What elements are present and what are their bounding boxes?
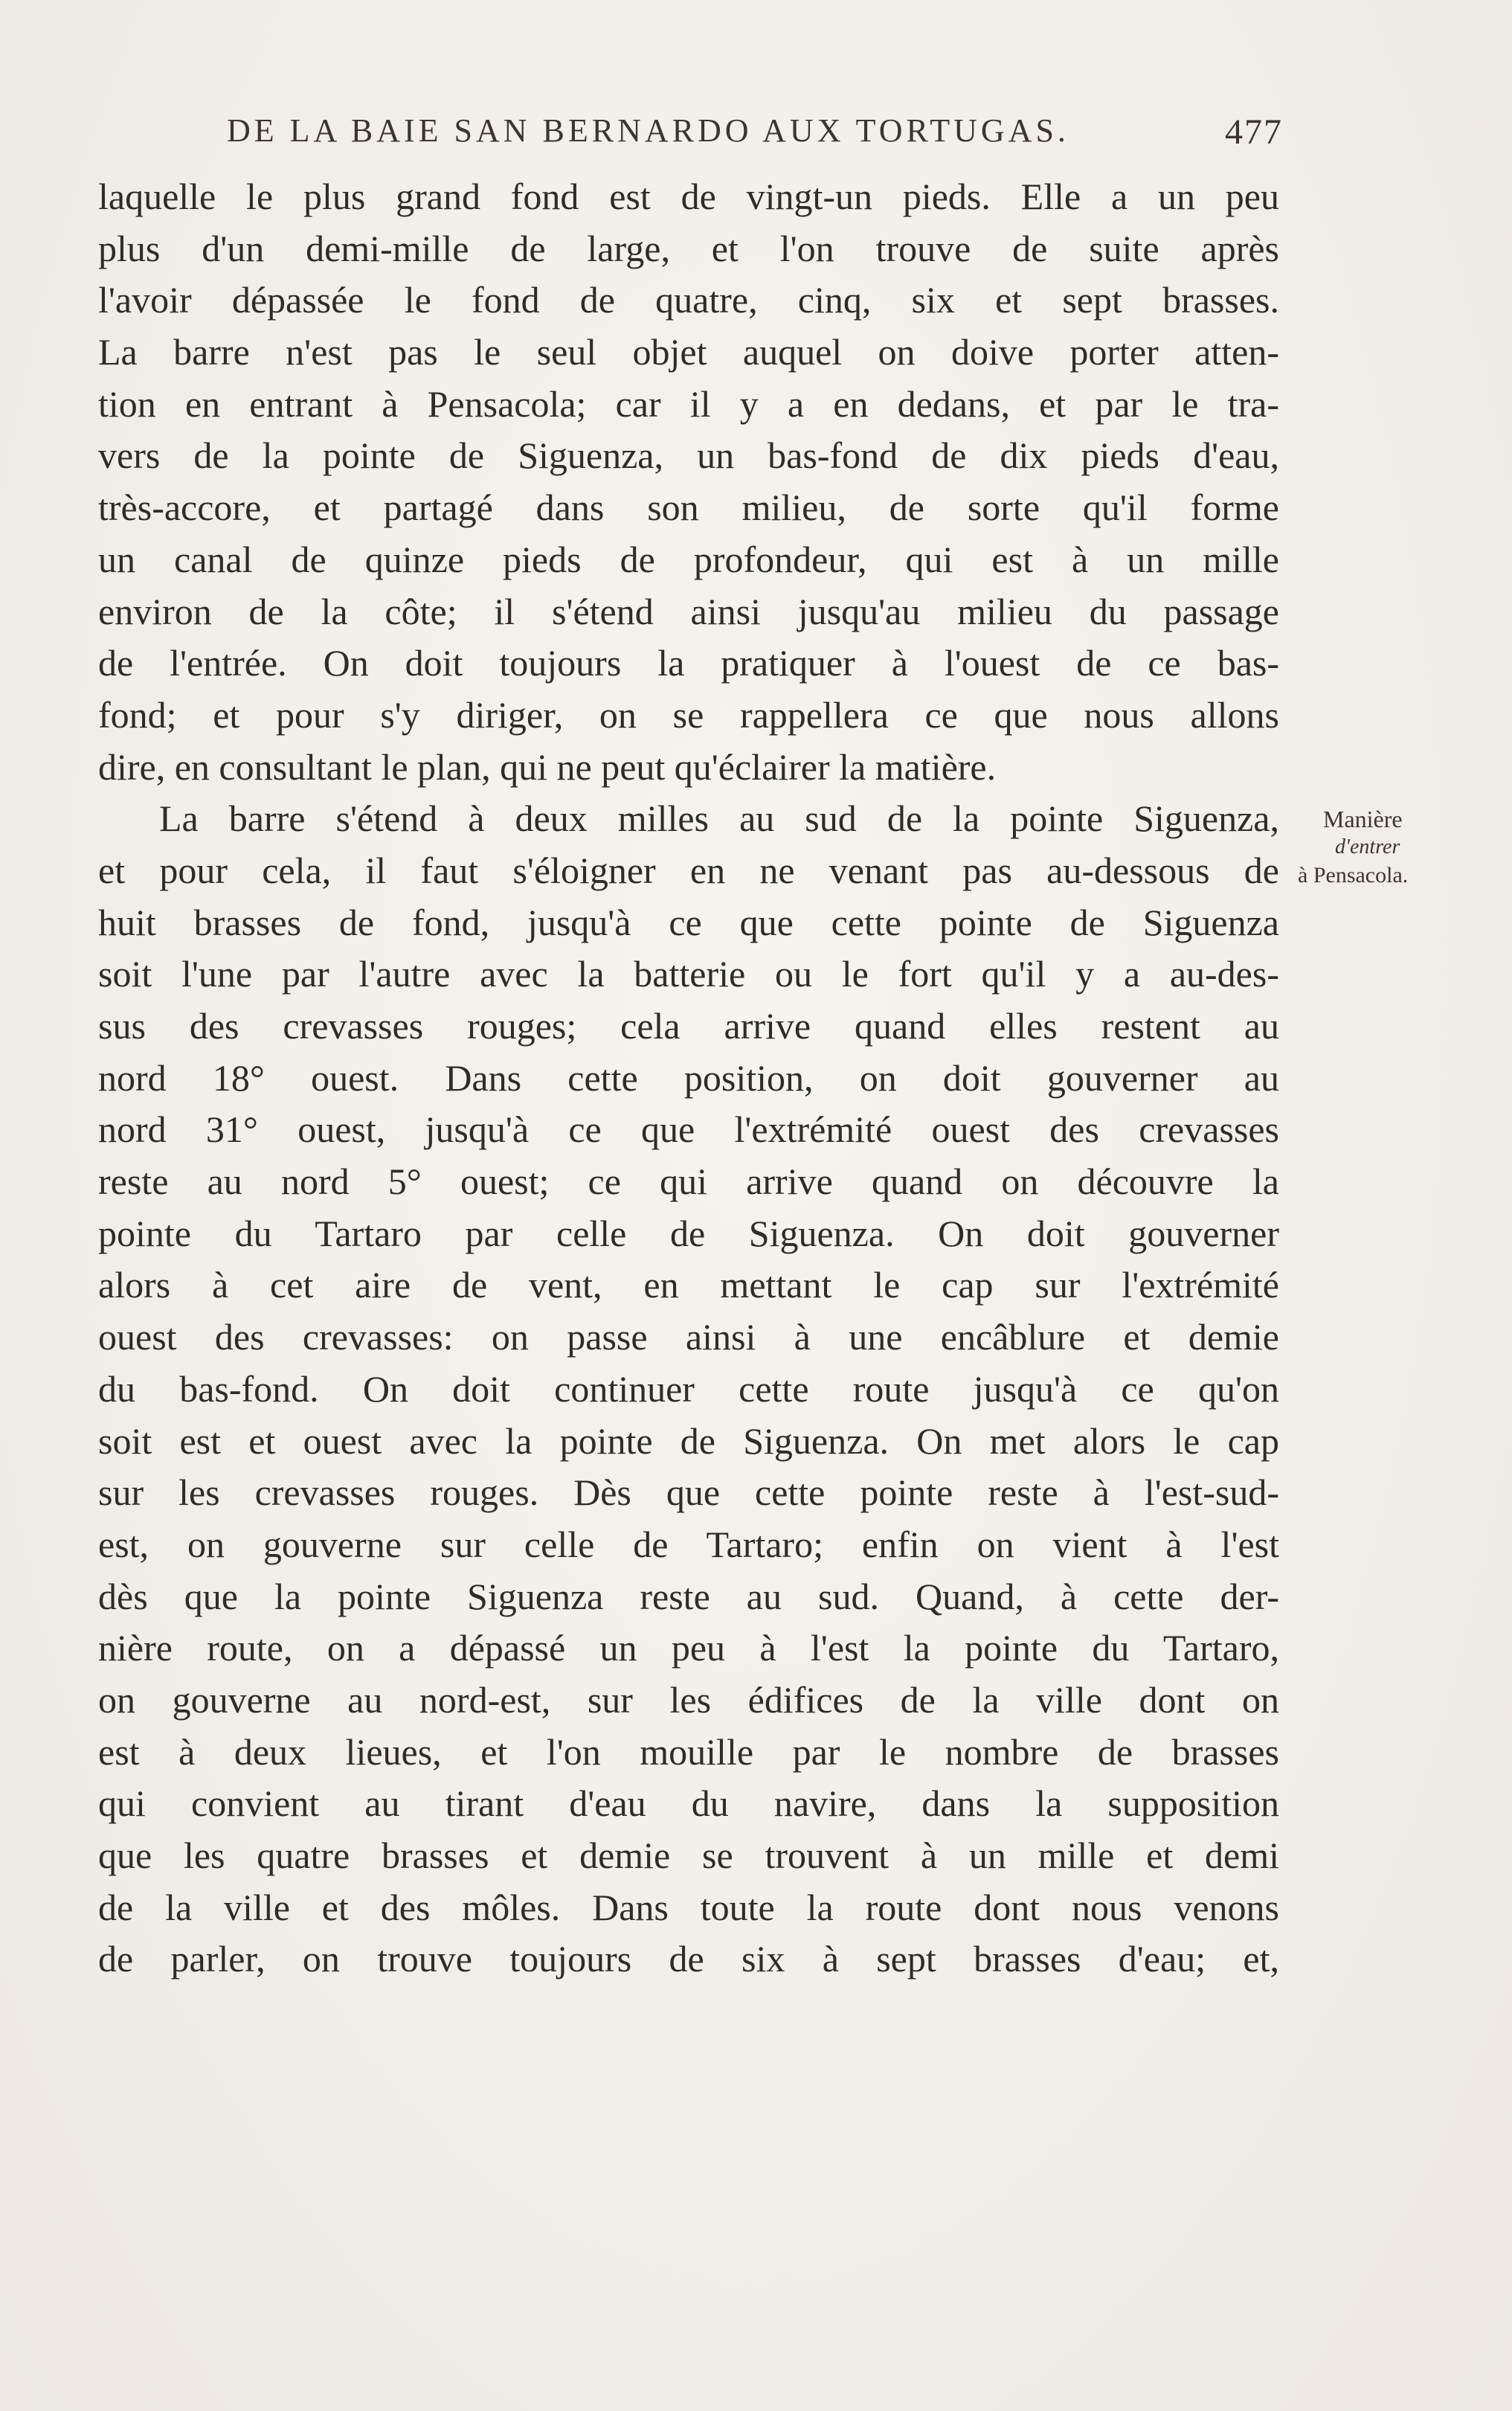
- body-text: [98, 171, 1279, 1985]
- running-head-title: DE LA BAIE SAN BERNARDO AUX TORTUGAS.: [227, 112, 1069, 149]
- text-line: La barre s'étend à deux milles au sud de la pointe Siguenza,: [159, 797, 1279, 840]
- text-line: sus des crevasses rouges; cela arrive quand elles restent au: [98, 1005, 1279, 1047]
- text-line: dire, en consultant le plan, qui ne peut qu'éclairer la matière.: [98, 745, 997, 788]
- text-line: un canal de quinze pieds de profondeur, qui est à un mille: [98, 538, 1279, 580]
- text-line: vers de la pointe de Siguenza, un bas-fond de dix pieds d'eau,: [98, 434, 1279, 477]
- text-line: on gouverne au nord-est, sur les édifices de la ville dont on: [98, 1678, 1279, 1721]
- text-line: huit brasses de fond, jusqu'à ce que cette pointe de Siguenza: [98, 901, 1279, 943]
- text-line: est à deux lieues, et l'on mouille par le nombre de brasses: [98, 1730, 1279, 1773]
- text-line: et pour cela, il faut s'éloigner en ne venant pas au-dessous de: [98, 849, 1279, 891]
- text-line: très-accore, et partagé dans son milieu, de sorte qu'il forme: [98, 487, 1279, 529]
- text-line: dès que la pointe Siguenza reste au sud. Quand, à cette der-: [98, 1575, 1279, 1617]
- text-line: du bas-fond. On doit continuer cette route jusqu'à ce qu'on: [98, 1367, 1279, 1410]
- text-line: qui convient au tirant d'eau du navire, dans la supposition: [98, 1782, 1279, 1825]
- text-line: que les quatre brasses et demie se trouvent à un mille et demi: [98, 1834, 1279, 1876]
- text-line: tion en entrant à Pensacola; car il y a en dedans, et par le tra-: [98, 382, 1279, 425]
- text-line: fond; et pour s'y diriger, on se rappellera ce que nous allons: [98, 693, 1279, 736]
- text-line: de parler, on trouve toujours de six à sept brasses d'eau; et,: [98, 1938, 1279, 1980]
- text-line: est, on gouverne sur celle de Tartaro; enfin on vient à l'est: [98, 1523, 1279, 1565]
- margin-note: [1290, 805, 1476, 890]
- text-line: environ de la côte; il s'étend ainsi jusqu'au milieu du passage: [98, 590, 1279, 632]
- text-line: sur les crevasses rouges. Dès que cette pointe reste à l'est-sud-: [98, 1471, 1279, 1514]
- margin-note-line: à Pensacola.: [1298, 863, 1409, 887]
- text-line: de la ville et des môles. Dans toute la route dont nous venons: [98, 1886, 1279, 1928]
- text-line: nord 18° ouest. Dans cette position, on doit gouverner au: [98, 1056, 1279, 1099]
- text-line: nière route, on a dépassé un peu à l'est la pointe du Tartaro,: [98, 1627, 1279, 1669]
- text-line: alors à cet aire de vent, en mettant le cap sur l'extrémité: [98, 1264, 1279, 1306]
- text-line: plus d'un demi-mille de large, et l'on trouve de suite après: [98, 227, 1279, 269]
- text-line: pointe du Tartaro par celle de Siguenza. On doit gouverner: [98, 1212, 1279, 1254]
- text-line: laquelle le plus grand fond est de vingt-un pieds. Elle a un peu: [98, 176, 1279, 217]
- running-head: [227, 112, 1283, 164]
- margin-note-line: Manière: [1323, 806, 1403, 832]
- text-line: reste au nord 5° ouest; ce qui arrive quand on découvre la: [98, 1160, 1279, 1203]
- margin-note-line: d'entrer: [1335, 835, 1400, 858]
- text-line: La barre n'est pas le seul objet auquel on doive porter atten-: [98, 331, 1279, 373]
- text-line: soit est et ouest avec la pointe de Siguenza. On met alors le cap: [98, 1419, 1279, 1462]
- text-line: ouest des crevasses: on passe ainsi à une encâblure et demie: [98, 1316, 1279, 1358]
- text-line: l'avoir dépassée le fond de quatre, cinq, six et sept brasses.: [98, 279, 1279, 321]
- page-number: 477: [1225, 112, 1283, 152]
- text-line: soit l'une par l'autre avec la batterie ou le fort qu'il y a au-des-: [98, 953, 1279, 995]
- text-line: de l'entrée. On doit toujours la pratiquer à l'ouest de ce bas-: [98, 642, 1279, 684]
- text-line: nord 31° ouest, jusqu'à ce que l'extrémité ouest des crevasses: [98, 1108, 1279, 1151]
